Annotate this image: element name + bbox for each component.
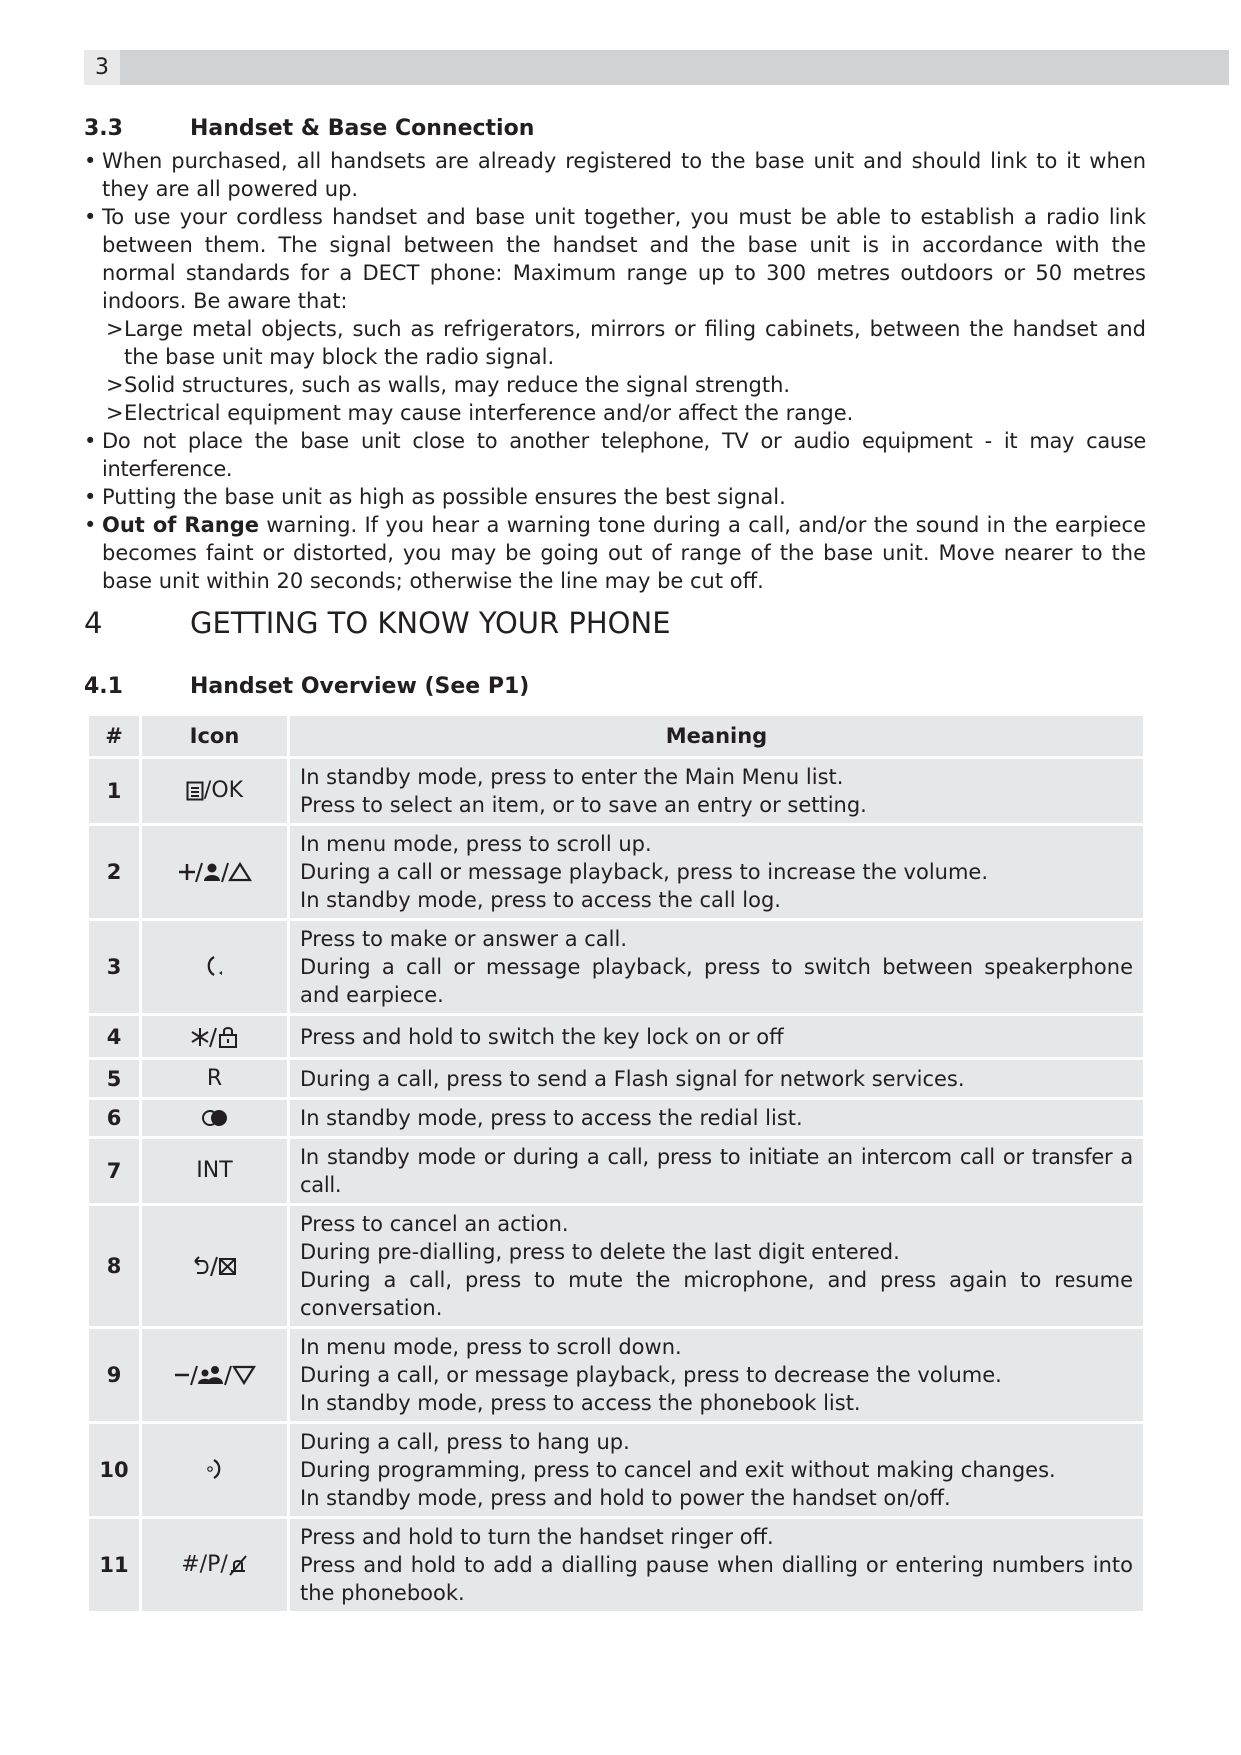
intercom-icon: INT xyxy=(142,1139,287,1203)
meaning-line: In standby mode, press and hold to power the handset on/off. xyxy=(300,1486,951,1510)
table-row xyxy=(89,1060,1143,1097)
section-title: Handset & Base Connection xyxy=(190,116,535,141)
table-row xyxy=(89,1424,1143,1516)
meaning-line: During programming, press to cancel and exit without making changes. xyxy=(300,1458,1056,1482)
meaning-line: Press and hold to turn the handset ringer off. xyxy=(300,1525,774,1549)
meaning-line: During a call, press to hang up. xyxy=(300,1430,630,1454)
section-3-3-body xyxy=(84,147,1146,595)
meaning-line: Press to make or answer a call. xyxy=(300,927,628,951)
meaning-cell xyxy=(290,1139,1143,1203)
meaning-line: In standby mode or during a call, press to initiate an intercom call or transfer a call. xyxy=(300,1145,1133,1197)
meaning-line: During a call, or message playback, press to decrease the volume. xyxy=(300,1363,1002,1387)
meaning-cell xyxy=(290,1060,1143,1097)
icon-label: #/P/ xyxy=(181,1552,228,1577)
meaning-line: In standby mode, press to enter the Main Menu list. xyxy=(300,765,844,789)
meaning-line: In standby mode, press to access the redial list. xyxy=(300,1106,803,1130)
menu-ok-icon xyxy=(142,759,287,823)
meaning-cell xyxy=(290,1424,1143,1516)
bullet-item: • Putting the base unit as high as possible ensures the best signal. xyxy=(84,483,1146,511)
row-number: 8 xyxy=(89,1206,139,1326)
hash-pause-ringer-icon xyxy=(142,1519,287,1611)
meaning-cell xyxy=(290,826,1143,918)
header-num: # xyxy=(89,716,139,756)
meaning-cell xyxy=(290,1100,1143,1136)
meaning-line: Press and hold to add a dialling pause when dialling or entering numbers into the phonebook. xyxy=(300,1553,1133,1605)
bullet-item: • When purchased, all handsets are already registered to the base unit and should link to it when they are all powered up. xyxy=(84,147,1146,203)
meaning-line: During pre-dialling, press to delete the last digit entered. xyxy=(300,1240,900,1264)
row-number: 3 xyxy=(89,921,139,1013)
meaning-cell xyxy=(290,921,1143,1013)
header-meaning: Meaning xyxy=(290,716,1143,756)
section-number: 3.3 xyxy=(84,116,123,141)
sub-bullet-item: > Large metal objects, such as refrigerators, mirrors or filing cabinets, between the handset and the base unit may block the radio signal. xyxy=(84,315,1146,371)
icon-label: /OK xyxy=(203,778,244,803)
out-of-range-text: warning. If you hear a warning tone during a call, and/or the sound in the earpiece becomes faint or distorted, you may be going out of range of the base unit. Move nearer to the base unit within 20 seconds; otherwise the line may be cut off. xyxy=(102,513,1146,593)
section-title: Handset Overview (See P1) xyxy=(190,674,530,699)
redial-icon xyxy=(142,1100,287,1136)
out-of-range-label: Out of Range xyxy=(102,513,259,537)
row-number: 2 xyxy=(89,826,139,918)
talk-speaker-icon xyxy=(142,921,287,1013)
sub-bullet-item: > Solid structures, such as walls, may reduce the signal strength. xyxy=(84,371,1146,399)
meaning-cell xyxy=(290,759,1143,823)
meaning-line: In standby mode, press to access the call log. xyxy=(300,888,781,912)
table-row xyxy=(89,1016,1143,1057)
meaning-line: Press to select an item, or to save an entry or setting. xyxy=(300,793,867,817)
row-number: 9 xyxy=(89,1329,139,1421)
bullet-item: • To use your cordless handset and base unit together, you must be able to establish a radio link between them. The signal between the handset and the base unit is in accordance with the normal standards for a DECT phone: Maximum range up to 300 metres outdoors or 50 metres indoors. Be aware that: xyxy=(84,203,1146,315)
row-number: 1 xyxy=(89,759,139,823)
end-power-icon xyxy=(142,1424,287,1516)
meaning-line: During a call, press to send a Flash signal for network services. xyxy=(300,1066,965,1091)
chapter-number: 4 xyxy=(84,606,103,640)
table-row xyxy=(89,759,1143,823)
meaning-cell xyxy=(290,1016,1143,1057)
chapter-title: GETTING TO KNOW YOUR PHONE xyxy=(190,606,671,640)
table-row xyxy=(89,1100,1143,1136)
row-number: 4 xyxy=(89,1016,139,1057)
meaning-line: In menu mode, press to scroll down. xyxy=(300,1335,682,1359)
table-row xyxy=(89,921,1143,1013)
table-row xyxy=(89,1519,1143,1611)
table-row xyxy=(89,826,1143,918)
meaning-line: During a call or message playback, press to switch between speakerphone and earpiece. xyxy=(300,955,1133,1007)
row-number: 5 xyxy=(89,1060,139,1097)
page-number: 3 xyxy=(84,50,120,85)
table-row xyxy=(89,1329,1143,1421)
star-keylock-icon xyxy=(142,1016,287,1057)
down-volume-phonebook-icon xyxy=(142,1329,287,1421)
handset-overview-table xyxy=(86,713,1146,1614)
table-row xyxy=(89,1139,1143,1203)
row-number: 7 xyxy=(89,1139,139,1203)
flash-r-icon: R xyxy=(142,1060,287,1097)
meaning-line: In menu mode, press to scroll up. xyxy=(300,832,652,856)
bullet-item-out-of-range xyxy=(84,511,1146,595)
table-header-row xyxy=(89,716,1143,756)
table-row xyxy=(89,1206,1143,1326)
meaning-line: Press and hold to switch the key lock on or off xyxy=(300,1024,784,1049)
meaning-line: During a call or message playback, press to increase the volume. xyxy=(300,860,989,884)
meaning-cell xyxy=(290,1206,1143,1326)
section-number: 4.1 xyxy=(84,674,123,699)
back-mute-icon xyxy=(142,1206,287,1326)
header-icon: Icon xyxy=(142,716,287,756)
meaning-line: Press to cancel an action. xyxy=(300,1212,569,1236)
bullet-item: • Do not place the base unit close to another telephone, TV or audio equipment - it may cause interference. xyxy=(84,427,1146,483)
meaning-line: During a call, press to mute the microphone, and press again to resume conversation. xyxy=(300,1268,1133,1320)
up-volume-calllog-icon xyxy=(142,826,287,918)
row-number: 6 xyxy=(89,1100,139,1136)
meaning-cell xyxy=(290,1329,1143,1421)
meaning-cell xyxy=(290,1519,1143,1611)
row-number: 11 xyxy=(89,1519,139,1611)
header-bar xyxy=(84,50,1229,85)
meaning-line: In standby mode, press to access the phonebook list. xyxy=(300,1391,861,1415)
sub-bullet-item: > Electrical equipment may cause interference and/or affect the range. xyxy=(84,399,1146,427)
row-number: 10 xyxy=(89,1424,139,1516)
